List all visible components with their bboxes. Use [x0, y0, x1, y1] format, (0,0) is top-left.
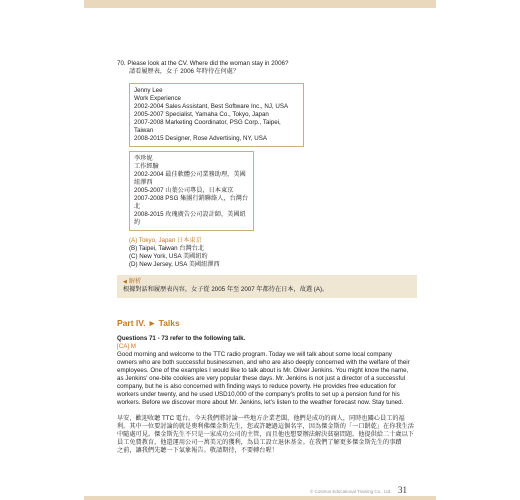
option-a: [129, 237, 417, 245]
cv-chinese-box: [129, 151, 254, 231]
option-a-zh: 日本東京: [177, 237, 202, 244]
top-decorative-band: [84, 0, 436, 8]
copyright-footer: © Cosmos Educational Training Co., Ltd.: [310, 489, 392, 494]
cv-line: 2008-2015 玫瑰廣告公司設計師，美國紐約: [134, 211, 246, 226]
talk-line: workers. Before we discover more about Mr. Jenkins, let's listen to the weather forecast now. Stay tuned.: [117, 399, 404, 406]
cv-line: 2005-2007 山葉公司專員，日本東京: [134, 187, 234, 194]
option-d-en: (D) New Jersey, USA: [129, 261, 187, 268]
talk-line: workers under twenty, and he used USD10,000 of the company's profits to set up a pension fund for his: [117, 391, 400, 398]
option-c-en: (C) New York, USA: [129, 253, 182, 260]
answer-options: [129, 237, 417, 269]
talk-zh-line: 早安，歡迎收聽 TTC 電台。今天我們將討論一些地方企業老闆，他們是成功的商人，同時也關心員工的福: [117, 415, 405, 422]
cv-line: 2007-2008 Marketing Coordinator, PSG Corp., Taipei, Taiwan: [134, 119, 281, 134]
question-70-zh: 請看履歷表，女子 2006 年時待在何處？: [129, 68, 240, 75]
triangle-bullet-icon: ◀: [123, 279, 127, 285]
option-c-zh: 美國紐約: [183, 253, 208, 260]
option-b-zh: 台灣台北: [179, 245, 205, 252]
cv-line: 2007-2008 PSG 集團行銷聯絡人，台灣台北: [134, 195, 249, 210]
talk-line: as Jenkins' one-bite cookies are very popular these days. Mr. Jenkins is not just a director of a successful: [117, 375, 406, 382]
talk-line: employees. One of the examples I would like to talk about is Mr. Oliver Jenkins. You might know the name,: [117, 367, 409, 374]
option-d: [129, 261, 417, 269]
cv-line: Work Experience: [134, 95, 181, 102]
talk-zh-line: 之前，讓我們先聽一下氣象報告。敬請期待，不要轉台喔！: [117, 447, 278, 454]
cv-line: 2002-2004 最佳軟體公司業務助理，美國紐澤西: [134, 171, 246, 186]
talk-line: Good morning and welcome to the TTC radio program. Today we will talk about some local company: [117, 351, 392, 358]
option-a-en: (A) Tokyo, Japan: [129, 237, 176, 244]
question-70-text: 70. Please look at the CV. Where did the woman stay in 2006?: [117, 60, 289, 67]
cv-english-box: [129, 83, 304, 147]
talk-zh-line: 中隨處可見。傑金斯先生不只是一家成功公司的主管，而且他也想要辦法解決貧窮問題。他提供給二十歲以下: [117, 431, 414, 438]
cv-line: 李珍妮: [134, 155, 153, 162]
page-number: 31: [398, 485, 407, 495]
analysis-box: [117, 275, 417, 298]
questions-heading: Questions 71 - 73 refer to the following talk.: [117, 335, 246, 342]
part-iv-title: Part IV. ► Talks: [117, 318, 180, 328]
cv-line: 2002-2004 Sales Assistant, Best Software Inc., NJ, USA: [134, 103, 289, 110]
analysis-label: 解析: [128, 278, 142, 285]
option-d-zh: 美國紐澤西: [188, 261, 220, 268]
talk-line: company, but he is also concerned with finding ways to reduce poverty. He provides free education for: [117, 383, 397, 390]
talk-english-paragraph: [117, 351, 417, 407]
analysis-text: 根據對話和履歷表內容，女子從 2005 年至 2007 年都待在日本，故選 (A)。: [123, 286, 329, 293]
speaker-accent: [CA] M: [117, 343, 136, 350]
cv-line: 2005-2007 Specialist, Yamaha Co., Tokyo, Japan: [134, 111, 269, 118]
cv-line: Jenny Lee: [134, 87, 163, 94]
talk-zh-line: 利。其中一位要討論的就是奧利佛傑金斯先生，您或許聽過這個名字，因為傑金斯的「一口餅乾」在你我生活: [117, 423, 414, 430]
option-b-en: (B) Taipei, Taiwan: [129, 245, 178, 252]
analysis-heading: [123, 278, 411, 286]
talk-line: owners who are both successful businessmen, and who are also deeply concerned with the welfare of their: [117, 359, 410, 366]
cv-line: 2008-2015 Designer, Rose Advertising, NY, USA: [134, 135, 267, 142]
option-c: [129, 253, 417, 261]
option-b: [129, 245, 417, 253]
bottom-decorative-band: [84, 496, 436, 500]
cv-line: 工作經驗: [134, 163, 159, 170]
page-content: [117, 60, 417, 455]
talk-chinese-paragraph: [117, 415, 417, 455]
talk-zh-line: 員工免費教育，他還運用公司一萬美元的獲利，為員工設立退休基金。在我們了解更多傑金斯先生的事蹟: [117, 439, 402, 446]
